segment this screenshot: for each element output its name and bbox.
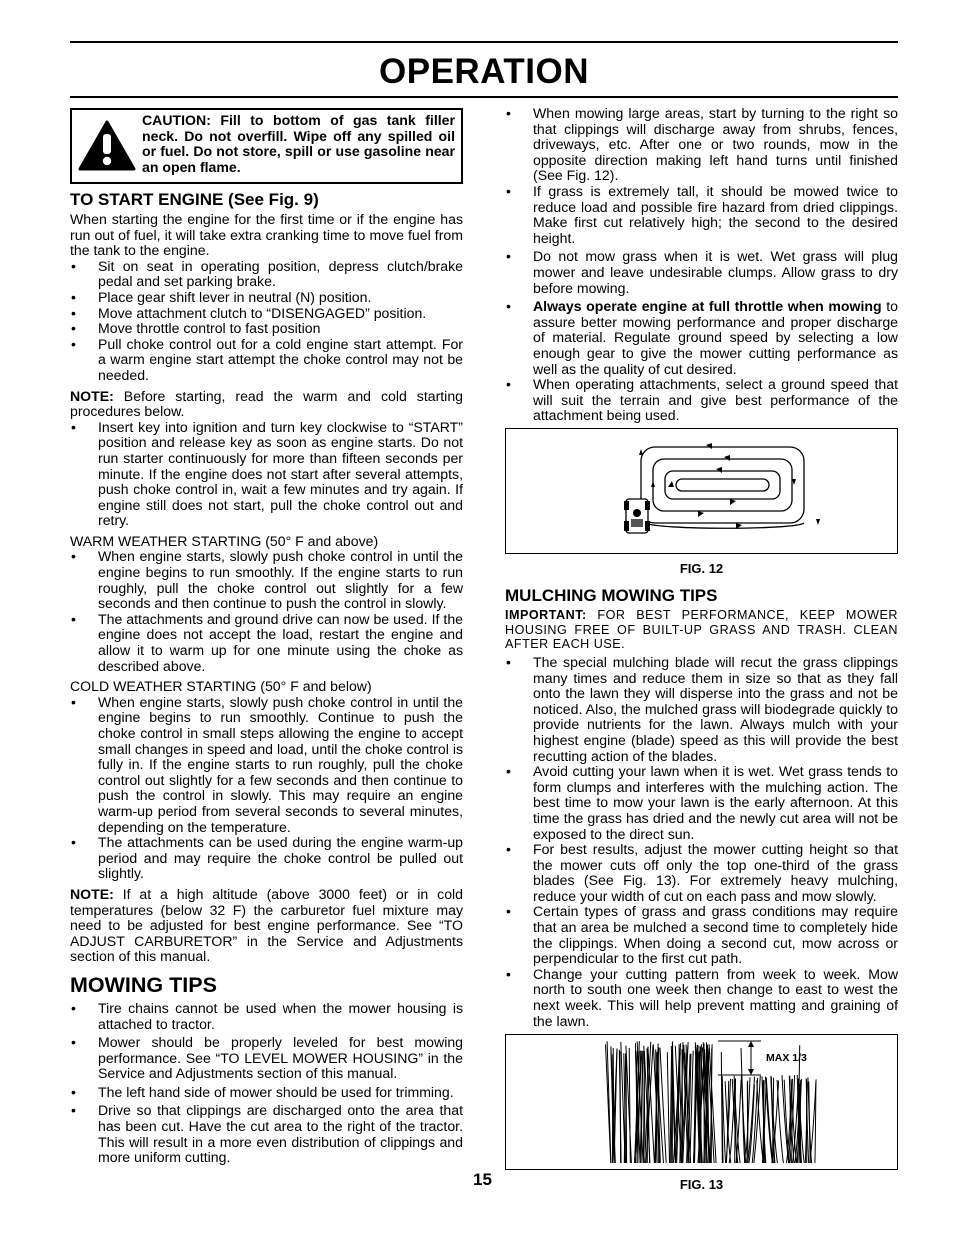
page-number: 15 — [473, 1170, 492, 1189]
header-rule — [70, 96, 898, 98]
caution-text: CAUTION: Fill to bottom of gas tank filler neck. Do not overfill. Wipe off any spilled oil or fuel. Do not store, spill or use gasoline near an open flame. — [142, 112, 455, 175]
start-engine-steps — [70, 259, 463, 384]
list-item: • The attachments and ground drive can now be used. If the engine does not accept the load, restart the engine and allow it to warm up for one minute using the choke as described above. — [70, 612, 463, 674]
note-paragraph — [70, 389, 463, 420]
important-notice — [505, 608, 898, 652]
start-engine-heading: TO START ENGINE (See Fig. 9) — [70, 190, 319, 209]
list-item: • If grass is extremely tall, it should be mowed twice to reduce load and possible fire hazard from dried clippings. Make first cut relatively high; the second to the desired height. — [505, 184, 898, 246]
grass-blade — [747, 1083, 748, 1164]
max-third-label: MAX 1/3 — [766, 1052, 807, 1065]
throttle-tip — [505, 299, 898, 377]
list-item: • Move throttle control to fast position — [70, 321, 463, 337]
list-item: • The special mulching blade will recut the grass clippings many times and reduce them in size so that as they fall onto the lawn they will disperse into the grass and not be noticed. Also, the mulched grass will biodegrade quickly to provide nutrients for the lawn. Always mulch with your highest engine (blade) speed as this will provide the best recutting action of the blades. — [505, 655, 898, 764]
throttle-bold: Always operate engine at full throttle when mowing — [533, 298, 882, 315]
list-item: • Tire chains cannot be used when the mower housing is attached to tractor. — [70, 1001, 463, 1032]
throttle-text: to assure better mowing performance and proper discharge of material. Regulate ground speed by selecting a low enough gear to give the mower cutting performance as well as the quality of cut desired. — [533, 298, 898, 377]
list-item: • The left hand side of mower should be used for trimming. — [70, 1085, 463, 1101]
mowing-pattern-diagram — [506, 429, 897, 551]
tractor-icon — [624, 499, 650, 533]
grass-blade — [629, 1048, 630, 1163]
note2-label: NOTE: — [70, 885, 114, 902]
cold-weather-heading: COLD WEATHER STARTING (50° F and below) — [70, 678, 372, 695]
list-item: • Avoid cutting your lawn when it is wet. Wet grass tends to form clumps and interferes with the mulching action. The best time to mow your lawn is the early afternoon. At this time the grass has dried and the newly cut area will not be exposed to the direct sun. — [505, 764, 898, 842]
grass-blade — [626, 1055, 627, 1163]
figure-12 — [505, 428, 898, 554]
note-label: NOTE: — [70, 387, 114, 404]
start-engine-intro: When starting the engine for the first time or if the engine has run out of fuel, it will take extra cranking time to move fuel from the tank to the engine. — [70, 211, 463, 259]
page-title: OPERATION — [379, 52, 589, 91]
mulching-heading: MULCHING MOWING TIPS — [505, 586, 718, 606]
warning-icon — [72, 110, 142, 182]
note2-text: If at a high altitude (above 3000 feet) or in cold temperatures (below 32 F) the carburetor fuel mixture may need to be adjusted for best engine performance. See “TO ADJUST CARBURETOR” in the Service and Adjustments section of this manual. — [70, 885, 463, 965]
figure-13 — [505, 1034, 898, 1170]
list-item: • Place gear shift lever in neutral (N) position. — [70, 290, 463, 306]
list-item: • Do not mow grass when it is wet. Wet grass will plug mower and leave undesirable clumps. Allow grass to dry before mowing. — [505, 249, 898, 296]
caution-box — [70, 108, 463, 184]
header-rule-top — [70, 41, 898, 43]
mowing-tips-heading: MOWING TIPS — [70, 972, 217, 997]
list-item: • When mowing large areas, start by turning to the right so that clippings will discharge away from shrubs, fences, driveways, etc. After one or two rounds, mow in the opposite direction making left hand turns until finished (See Fig. 12). — [505, 106, 898, 184]
list-item: • Drive so that clippings are discharged onto the area that has been cut. Have the cut area to the right of the tractor. This will result in a more even distribution of clippings and more uniform cutting. — [70, 1103, 463, 1165]
mowing-tips-continued — [505, 106, 898, 424]
warm-weather-heading: WARM WEATHER STARTING (50° F and above) — [70, 532, 379, 549]
list-item: • When engine starts, slowly push choke control in until the engine begins to run smoothly. Continue to push the choke control in small steps allowing the engine to accept small changes in speed and load, until the choke control is fully in. If the engine starts to run roughly, pull the choke control out slightly for a few seconds and then continue to push the control in slowly. This may require an engine warm-up period from several seconds to several minutes, depending on the temperature. — [70, 695, 463, 835]
list-item: • For best results, adjust the mower cutting height so that the mower cuts off only the top one-third of the grass blades (See Fig. 13). For extremely heavy mulching, reduce your width of cut on each pass and mow slowly. — [505, 842, 898, 904]
grass-cutting-height-diagram — [506, 1035, 897, 1167]
important-text: FOR BEST PERFORMANCE, KEEP MOWER HOUSING FREE OF BUILT-UP GRASS AND TRASH. CLEAN AFTER EACH USE. — [505, 608, 898, 652]
figure-12-caption: FIG. 12 — [679, 560, 724, 576]
list-item: • Move attachment clutch to “DISENGAGED” position. — [70, 306, 463, 322]
cold-steps — [70, 695, 463, 882]
grass-blade — [660, 1048, 666, 1163]
list-item: • Insert key into ignition and turn key clockwise to “START” position and release key as soon as engine starts. Do not run starter continuously for more than fifteen seconds per minute. If the engine does not start after several attempts, push choke control in, wait a few minutes and try again. If engine still does not start, pull the choke control out and retry. — [70, 420, 463, 529]
left-column — [70, 108, 463, 1169]
important-label: IMPORTANT: — [505, 608, 587, 623]
list-item: • When operating attachments, select a ground speed that will suit the terrain and give best performance of the attachment being used. — [505, 377, 898, 424]
right-column — [505, 106, 898, 1193]
list-item: • When engine starts, slowly push choke control in until the engine begins to run smoothly. If the engine starts to run roughly, pull the choke control out slightly for a few seconds and then continue to push the control in slowly. — [70, 549, 463, 611]
list-item: • Sit on seat in operating position, depress clutch/brake pedal and set parking brake. — [70, 259, 463, 290]
warm-steps — [70, 549, 463, 674]
list-item: • Mower should be properly leveled for best mowing performance. See “TO LEVEL MOWER HOUSING” in the Service and Adjustments section of this manual. — [70, 1035, 463, 1082]
note2-paragraph — [70, 887, 463, 965]
mowing-tips-list — [70, 1001, 463, 1166]
grass-blade — [643, 1052, 644, 1163]
list-item: • Certain types of grass and grass conditions may require that an area be mulched a second time to completely hide the clippings. When doing a second cut, mow across or perpendicular to the first cut path. — [505, 904, 898, 966]
grass-blade — [782, 1075, 789, 1163]
mulching-tips-list — [505, 655, 898, 1029]
list-item: • Change your cutting pattern from week to week. Mow north to south one week then change to east to west the next week. This will help prevent matting and graining of the lawn. — [505, 967, 898, 1029]
list-item: • The attachments can be used during the engine warm-up period and may require the choke control be pulled out slightly. — [70, 835, 463, 882]
note-text: Before starting, read the warm and cold starting procedures below. — [70, 387, 463, 420]
figure-13-caption: FIG. 13 — [679, 1177, 724, 1193]
grass-blade — [667, 1052, 669, 1163]
grass-blade — [721, 1052, 722, 1163]
list-item: • Pull choke control out for a cold engine start attempt. For a warm engine start attempt the choke control may not be needed. — [70, 337, 463, 384]
key-steps — [70, 420, 463, 529]
